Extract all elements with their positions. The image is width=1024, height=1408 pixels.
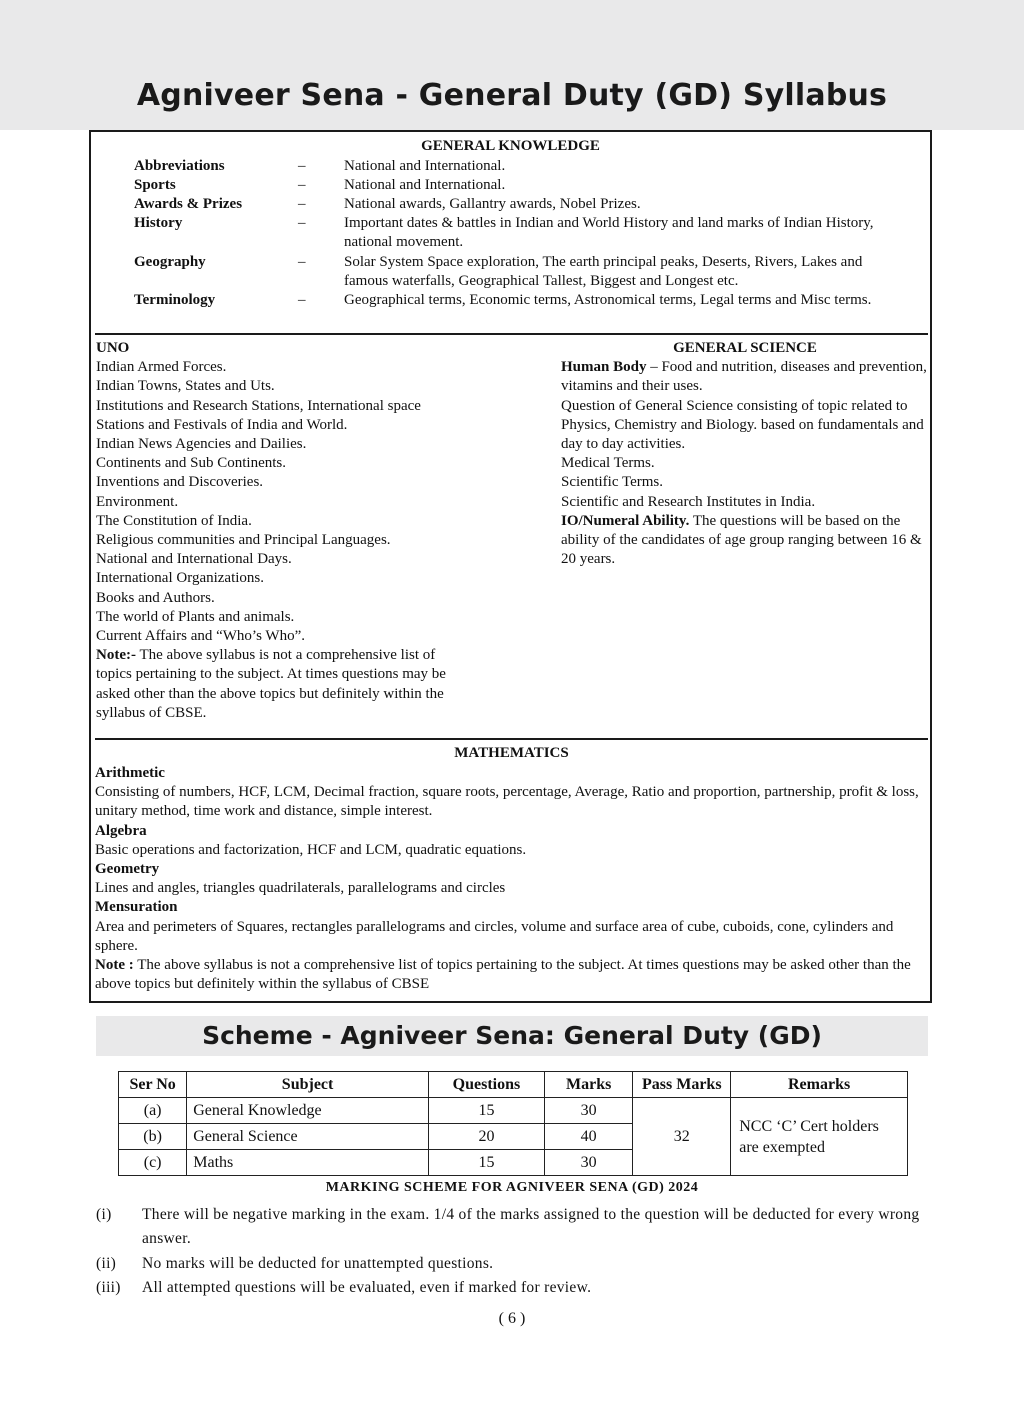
column-header: Remarks	[731, 1072, 908, 1098]
list-item: Current Affairs and “Who’s Who”.	[96, 628, 305, 645]
gk-label: Sports	[134, 177, 176, 193]
left-column	[96, 339, 468, 723]
column-header: Marks	[544, 1072, 632, 1098]
math-subheading: Geometry	[95, 861, 160, 878]
note-text: The above syllabus is not a comprehensive list of topics pertaining to the subject. At times questions may be asked other than the above topics but definitely within the syllabus of CBSE.	[96, 647, 446, 721]
subject-cell: General Science	[187, 1124, 429, 1150]
table-header-row	[119, 1072, 908, 1098]
math-subheading: Mensuration	[95, 899, 178, 916]
page-title: Agniveer Sena - General Duty (GD) Syllabus	[136, 78, 888, 113]
list-item: Stations and Festivals of India and World.	[96, 416, 348, 433]
list-item: Question of General Science consisting of topic related to Physics, Chemistry and Biology. based on fundamentals and day to day activities.	[561, 397, 924, 453]
math-text: Basic operations and factorization, HCF and LCM, quadratic equations.	[95, 841, 527, 858]
human-body-text: – Food and nutrition, diseases and prevention, vitamins and their uses.	[561, 359, 927, 395]
gk-dash: –	[298, 158, 306, 174]
table-row	[119, 1098, 908, 1124]
item-text: No marks will be deducted for unattempted questions.	[142, 1255, 494, 1272]
gk-desc: Important dates & battles in Indian and World History and land marks of Indian History, national movement.	[344, 215, 874, 250]
note-paragraph	[96, 646, 468, 723]
math-subheading: Arithmetic	[95, 765, 165, 781]
gk-dash: –	[298, 254, 306, 270]
questions-cell: 20	[428, 1124, 544, 1150]
gk-label: Terminology	[134, 292, 216, 308]
right-column	[561, 339, 929, 569]
marks-cell: 30	[544, 1098, 632, 1124]
gk-desc: National and International.	[344, 177, 506, 193]
math-heading: MATHEMATICS	[454, 745, 569, 761]
list-item: Indian News Agencies and Dailies.	[96, 436, 307, 453]
gk-dash: –	[298, 177, 306, 193]
ser-cell: (b)	[119, 1124, 187, 1150]
gk-label: Awards & Prizes	[134, 196, 243, 212]
scheme-table	[118, 1071, 908, 1176]
column-header: Pass Marks	[633, 1072, 731, 1098]
note-label: Note:-	[96, 647, 136, 664]
math-text: Consisting of numbers, HCF, LCM, Decimal fraction, square roots, percentage, Average, Ratio and proportion, partnership, profit & loss, unitary method, time work and distance, simple interest.	[95, 784, 919, 820]
math-section	[95, 764, 930, 994]
item-number: (iii)	[96, 1279, 121, 1296]
math-text: Area and perimeters of Squares, rectangles parallelograms and circles, volume and surface area of cube, cuboids, cone, cylinders and sphere.	[95, 918, 894, 954]
list-item: The Constitution of India.	[96, 512, 252, 529]
gk-heading: GENERAL KNOWLEDGE	[421, 138, 600, 154]
column-header: Questions	[428, 1072, 544, 1098]
gs-human-body	[561, 358, 929, 396]
list-item: Medical Terms.	[561, 455, 655, 472]
io-paragraph	[561, 512, 929, 570]
ser-cell: (a)	[119, 1098, 187, 1124]
page-number: ( 6 )	[498, 1310, 526, 1327]
list-item: Books and Authors.	[96, 589, 215, 606]
gk-dash: –	[298, 292, 306, 308]
list-item: International Organizations.	[96, 570, 265, 587]
item-number: (i)	[96, 1206, 112, 1223]
io-label: IO/Numeral Ability.	[561, 512, 690, 529]
list-item: Indian Towns, States and Uts.	[96, 378, 275, 395]
list-item: Environment.	[96, 493, 179, 510]
item-number: (ii)	[96, 1255, 117, 1272]
questions-cell: 15	[428, 1098, 544, 1124]
gk-desc: National and International.	[344, 158, 506, 174]
gk-label: History	[134, 215, 183, 231]
subject-cell: General Knowledge	[187, 1098, 429, 1124]
gk-desc: Geographical terms, Economic terms, Astronomical terms, Legal terms and Misc terms.	[344, 292, 872, 308]
gk-dash: –	[298, 215, 306, 231]
math-text: Lines and angles, triangles quadrilaterals, parallelograms and circles	[95, 880, 506, 897]
human-body-label: Human Body	[561, 359, 647, 376]
math-note	[95, 956, 930, 994]
uno-heading: UNO	[96, 340, 130, 356]
remarks-cell: NCC ‘C’ Cert holders are exempted	[731, 1098, 908, 1176]
list-item: The world of Plants and animals.	[96, 608, 295, 625]
gk-label: Abbreviations	[134, 158, 225, 174]
list-item: Scientific and Research Institutes in India.	[561, 493, 816, 510]
gk-desc: National awards, Gallantry awards, Nobel Prizes.	[344, 196, 641, 212]
marking-title: MARKING SCHEME FOR AGNIVEER SENA (GD) 2024	[325, 1180, 699, 1195]
io-text: The questions will be based on the ability of the candidates of age group ranging between 16 & 20 years.	[561, 512, 922, 568]
column-header: Subject	[187, 1072, 429, 1098]
gk-desc: Solar System Space exploration, The earth principal peaks, Deserts, Rivers, Lakes and famous waterfalls, Geographical Tallest, Biggest and Longest etc.	[344, 254, 863, 289]
list-item: Continents and Sub Continents.	[96, 455, 287, 472]
item-text: There will be negative marking in the exam. 1/4 of the marks assigned to the question will be deducted for every wrong answer.	[142, 1206, 920, 1247]
note-label: Note :	[95, 957, 134, 974]
divider	[95, 738, 928, 740]
marks-cell: 40	[544, 1124, 632, 1150]
marks-cell: 30	[544, 1150, 632, 1176]
questions-cell: 15	[428, 1150, 544, 1176]
list-item: Indian Armed Forces.	[96, 359, 227, 376]
gs-heading: GENERAL SCIENCE	[673, 340, 817, 356]
list-item: Scientific Terms.	[561, 474, 663, 491]
scheme-title: Scheme - Agniveer Sena: General Duty (GD)	[96, 1016, 928, 1056]
column-header: Ser No	[119, 1072, 187, 1098]
list-item: Institutions and Research Stations, International space	[96, 397, 421, 414]
ser-cell: (c)	[119, 1150, 187, 1176]
gk-dash: –	[298, 196, 306, 212]
list-item: Religious communities and Principal Languages.	[96, 532, 391, 549]
math-subheading: Algebra	[95, 822, 147, 839]
item-text: All attempted questions will be evaluated, even if marked for review.	[142, 1279, 592, 1296]
note-text: The above syllabus is not a comprehensive list of topics pertaining to the subject. At times questions may be asked other than the above topics but definitely within the syllabus of CBSE	[95, 957, 911, 993]
list-item: National and International Days.	[96, 551, 292, 568]
subject-cell: Maths	[187, 1150, 429, 1176]
list-item: Inventions and Discoveries.	[96, 474, 264, 491]
pass-marks-cell: 32	[633, 1098, 731, 1176]
divider	[95, 333, 928, 335]
gk-label: Geography	[134, 254, 206, 270]
